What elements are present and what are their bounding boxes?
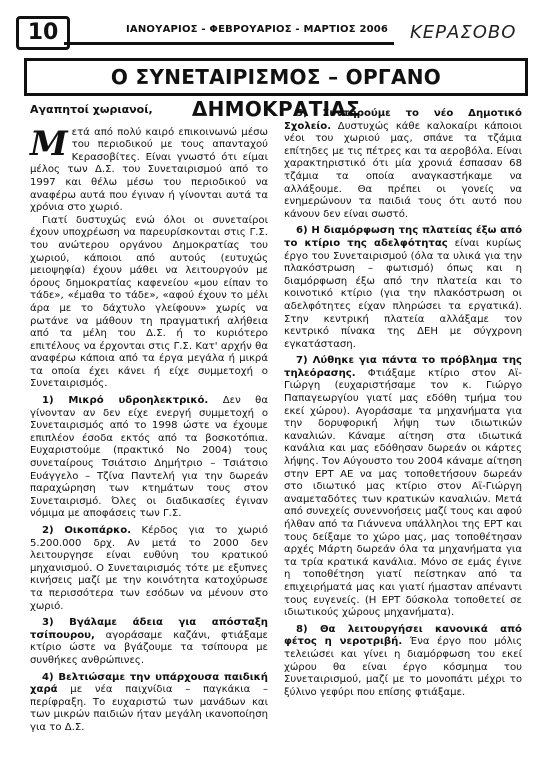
section-2	[30, 525, 268, 613]
header-rule	[64, 42, 394, 45]
issue-dates: ΙΑΝΟΥΑΡΙΟΣ - ΦΕΒΡΟΥΑΡΙΟΣ - ΜΑΡΤΙΟΣ 2006	[126, 24, 389, 35]
section-1-body: Δεν θα γίνονταν αν δεν είχε ενεργή συμμετοχή ο Συνεταιρισμός από το 1998 ώστε να έχουμε επιπλέον έσοδα εκτός από τα βοσκοτόπια. Ευχαριστούμε (πρακτικό Νο 2004) τους συνεταίρους Τσιάτσιο Δημήτριο – Τσιάτσιο Ευάγγελο – Τζίνα Παντελή για την δωρεάν παραχώρηση των κτημάτων τους στον Συνεταιρισμό. Όλες οι διαδικασίες έγιναν νόμιμα με αποφάσεις των Γ.Σ.	[30, 395, 268, 520]
page-header	[14, 14, 534, 48]
section-6	[284, 225, 522, 351]
magazine-name: ΚΕΡΑΣΟΒΟ	[410, 22, 517, 43]
section-4-body: με νέα παιχνίδια – παγκάκια – περίφραξη. Το ευχαριστώ των μανάδων και των μικρών παιδιών ήταν μεγάλη ικανοποίηση για το Δ.Σ.	[30, 684, 268, 733]
section-7	[284, 355, 522, 619]
section-1-heading: 1) Μικρό υδροηλεκτρικό.	[42, 395, 209, 407]
paragraph-2: Γιατί δυστυχώς ενώ όλοι οι συνεταίροι έχουν υποχρέωση να παρευρίσκονται στις Γ.Σ. του ανώτερου οργάνου Δημοκρατίας του χωριού, κάποιοι από αυτούς (ευτυχώς μειοψηφία) έχουν μάθει να λειτουργούν με όρους δημοκρατίας καφενείου «μου είπαν το τάδε», «έμαθα το τάδε», «αφού έχουν το μέλι άρα με το δάχτυλο γλείφουν» χωρίς να ρωτάνε να μάθουν τη πραγματική αλήθεια από τα μέλη του Δ.Σ. ή το κυριότερο επιτέλους να έρχονται στις Γ.Σ. Κατ' αρχήν θα αναφέρω κάποια από τα έργα μεγάλα ή μικρά τα οποία έχει κάνει ή είχε συμμετοχή ο Συνεταιρισμός.	[30, 214, 268, 390]
article-greeting: Αγαπητοί χωριανοί,	[30, 103, 153, 116]
article-title: Ο ΣΥΝΕΤΑΙΡΙΣΜΟΣ – ΟΡΓΑΝΟ ΔΗΜΟΚΡΑΤΙΑΣ	[24, 58, 528, 96]
section-3-body: αγοράσαμε καζάνι, φτιάξαμε κτίριο ώστε να βγάζουμε τα τσίπουρα με συνθήκες ανθρώπινες.	[30, 629, 268, 666]
section-6-body: είναι κυρίως έργο του Συνεταιρισμού (όλα τα υλικά για την πλακόστρωση – φωτισμό) όπως και η διαμόρφωση έξω από την πλατεία και το κοινοτικό κτίριο (για την πλακόστρωση οι αδελφότητες είχαν πληρώσει τα εργατικά). Στην κεντρική πλατεία αλλάξαμε τον κεντρικό πίνακα της ΔΕΗ με σύγχρονη εγκατάσταση.	[284, 237, 522, 350]
intro-paragraph	[30, 123, 268, 215]
section-6-heading: 6) Η διαμόρφωση της πλατείας έξω από το κτίριο της αδελφότητας	[284, 225, 522, 249]
section-8	[284, 624, 522, 700]
section-7-body: Φτιάξαμε κτίριο στον Αϊ-Γιώργη (ευχαριστήσαμε τον κ. Γιώργο Παπαγεωργίου γιατί μας εδόθη τμήμα του εκεί χώρου). Αγοράσαμε τα μηχανήματα για την δορυφορική λήψη των ιδιωτικών καναλιών. Κάναμε αίτηση στα ιδιωτικά κανάλια και μας εδόθησαν δωρεάν οι κάρτες λήψης. Τον Αύγουστο του 2004 κάναμε αίτηση στην ΕΡΤ ΑΕ να μας τοποθετήσουν δωρεάν στο ιδιωτικό μας κτίριο στον Αϊ-Γιώργη αναμεταδότες των κρατικών καναλιών. Μετά από συνεχείς συνεννοήσεις μαζί τους και αφού ήλθαν από τα Γιάννενα υπάλληλοι της ΕΡΤ και τους δείξαμε το χώρο μας, μας τοποθέτησαν αρχές Μάρτη δωρεάν όλα τα μηχανήματα για τα τρία κρατικά κανάλια. Μόνο σε εμάς έγινε η τοποθέτηση γιατί πείστηκαν από τα επιχειρήματά μας και γιατί ήμασταν απέναντι τους ευγενείς. (Η ΕΡΤ δύσκολα τοποθετεί σε ιδιωτικούς χώρους μηχανήματα).	[284, 367, 522, 619]
drop-cap: Μ	[30, 123, 68, 164]
section-3	[30, 617, 268, 667]
section-5-heading: 5) Συντηρούμε το νέο Δημοτικό Σχολείο.	[284, 108, 522, 132]
article-column-right	[284, 104, 522, 699]
section-5	[284, 108, 522, 221]
section-2-heading: 2) Οικοπάρκο.	[42, 525, 132, 536]
section-3-heading: 3) Βγάλαμε άδεια για απόσταξη τσίπουρου,	[30, 617, 268, 641]
page-number: 10	[16, 16, 70, 50]
section-4	[30, 672, 268, 735]
article-column-left	[30, 104, 268, 735]
section-8-body: Ένα έργο που μόλις τελειώσει και γίνει η διαμόρφωση του εκεί χώρου θα είναι έργο κόσμημα του Συνεταιρισμού, μαζί με το μονοπάτι μέχρι το ξύλινο γεφύρι που επίσης φτιάξαμε.	[284, 636, 522, 698]
section-5-body: Δυστυχώς κάθε καλοκαίρι κάποιοι νέοι του χωριού μας, σπάνε τα τζάμια επίτηδες με τις πέτρες και τα αεροβόλα. Είναι χαρακτηριστικό ότι μία χρονιά έσπασαν 68 τζάμια τα οποία αναγκαστήκαμε να αλλάξουμε. Θα πρέπει οι γονείς να ενημερώνουν τα παιδιά τους ότι αυτό που κάνουν δεν είναι σωστό.	[284, 120, 522, 220]
section-2-body: Κέρδος για το χωριό 5.200.000 δρχ. Αν μετά το 2000 δεν λειτουργησε είναι ευθύνη του κρατικού μηχανισμού. Ο Συνεταιρισμός τότε με εξυπνες κινήσεις μαζί με την κοινότητα κατοχύρωσε τα περισσότερα των εσόδων να μένουν στο χωριό.	[30, 525, 269, 612]
section-4-heading: 4) Βελτιώσαμε την υπάρχουσα παιδική χαρά	[30, 671, 268, 696]
intro-text: ετά από πολύ καιρό επικοινωνώ μέσω του περιοδικού με τους απανταχού Κερασοβίτες. Είναι γνωστό ότι είμαι μέλος των Δ.Σ. του Συνεταιρισμού από το 1997 και θέλω μέσω του περιοδικού να αναφέρω αυτά που έγιναν ή γίνονται αυτά τα χρόνια στο χωριό.	[30, 126, 268, 214]
section-7-heading: 7) Λύθηκε για πάντα το πρόβλημα της τηλεόρασης.	[284, 355, 522, 379]
section-1	[30, 395, 268, 521]
section-8-heading: 8) Θα λειτουργήσει κανονικά από φέτος η νεροτριβή.	[284, 623, 522, 648]
